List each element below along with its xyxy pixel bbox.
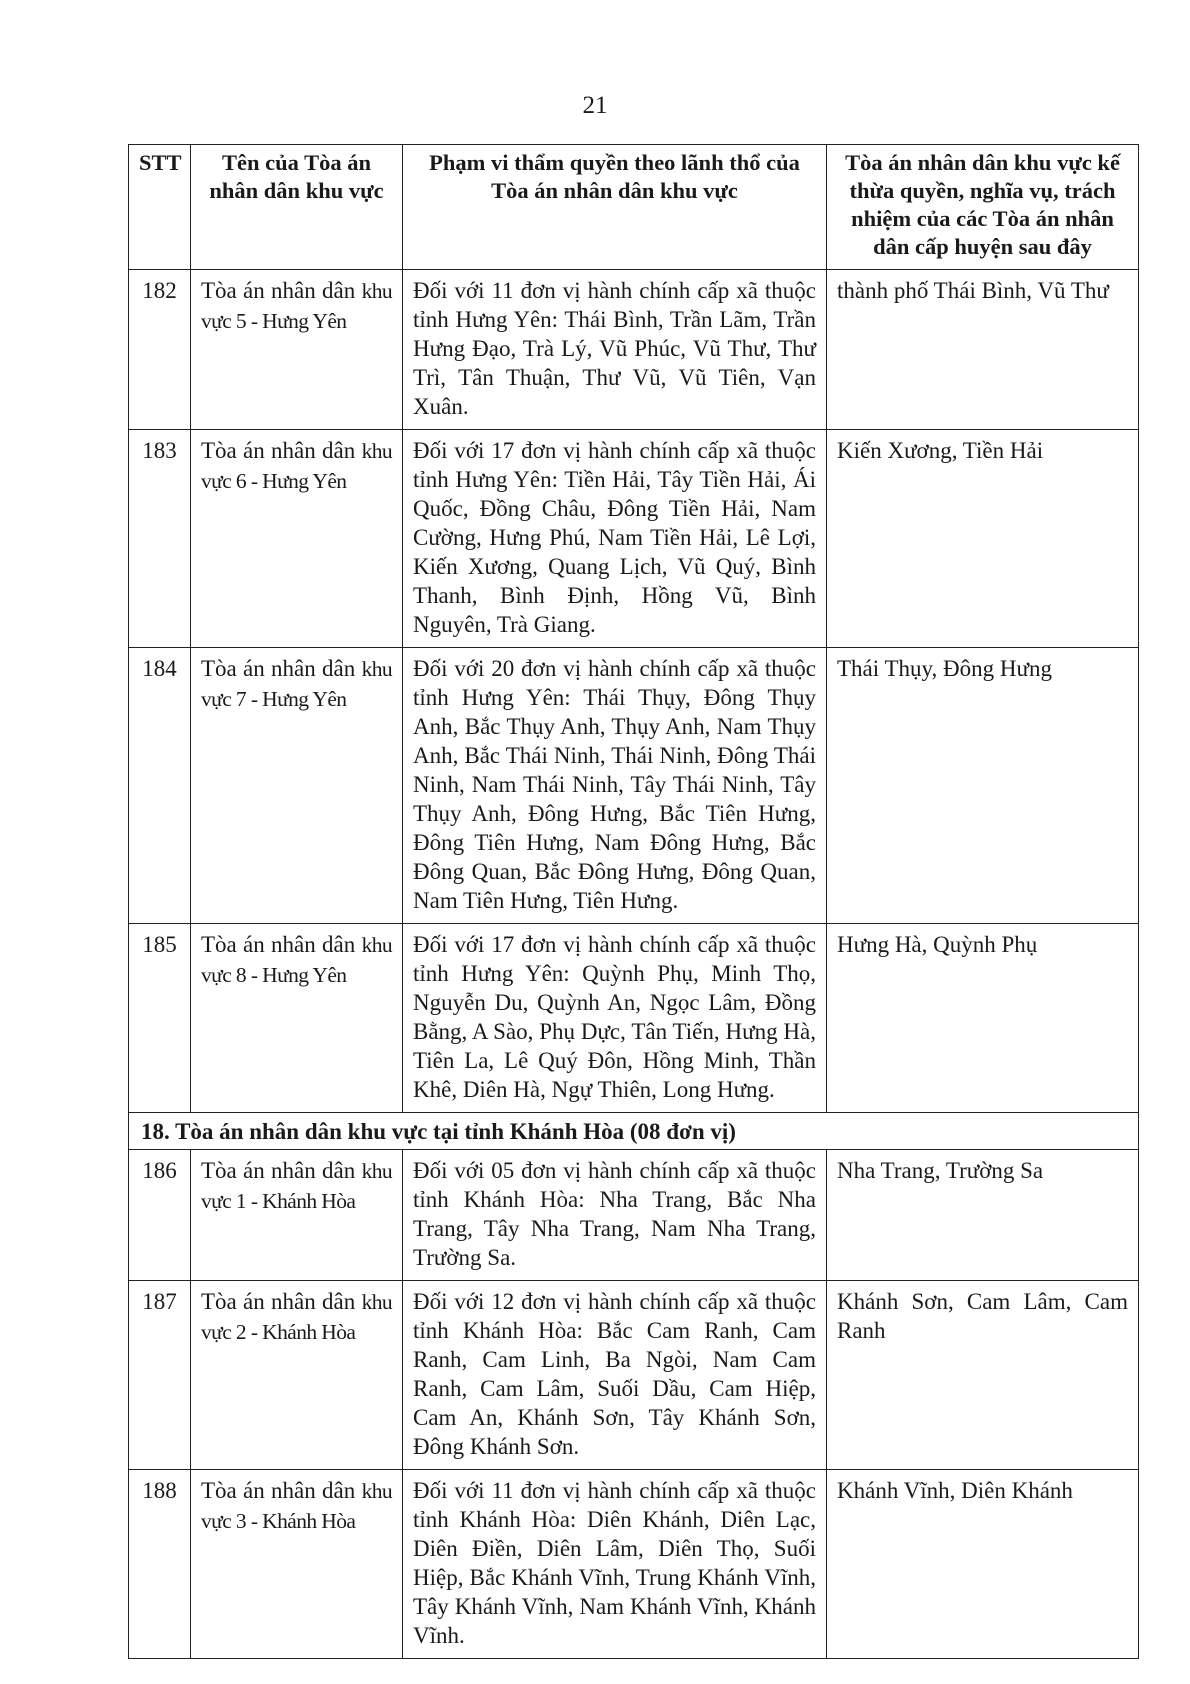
- row-court-name: [191, 1150, 403, 1281]
- court-name-line1: Tòa án nhân dân: [201, 1478, 356, 1503]
- header-inherits: Tòa án nhân dân khu vực kế thừa quyền, nghĩa vụ, trách nhiệm của các Tòa án nhân dân cấp huyện sau đây: [827, 145, 1139, 270]
- court-name-line2: khu vực 3 - Khánh Hòa: [201, 1479, 393, 1533]
- table-row: [129, 1470, 1139, 1659]
- court-name-line1: Tòa án nhân dân: [201, 1289, 356, 1314]
- row-scope: Đối với 17 đơn vị hành chính cấp xã thuộc tỉnh Hưng Yên: Tiền Hải, Tây Tiền Hải, Ái Quốc, Đồng Châu, Đông Tiền Hải, Nam Cường, Hưng Phú, Nam Tiền Hải, Lê Lợi, Kiến Xương, Quang Lịch, Vũ Quý, Bình Thanh, Bình Định, Hồng Vũ, Bình Nguyên, Trà Giang.: [403, 430, 827, 648]
- row-stt: 185: [129, 924, 191, 1113]
- row-inherits: Khánh Sơn, Cam Lâm, Cam Ranh: [827, 1281, 1139, 1470]
- court-name-line2: khu vực 5 - Hưng Yên: [201, 279, 393, 333]
- court-name-line1: Tòa án nhân dân: [201, 1158, 356, 1183]
- header-scope: Phạm vi thẩm quyền theo lãnh thổ của Tòa án nhân dân khu vực: [403, 145, 827, 270]
- court-name-line1: Tòa án nhân dân: [201, 438, 356, 463]
- court-name-line2: khu vực 1 - Khánh Hòa: [201, 1159, 393, 1213]
- court-name-line1: Tòa án nhân dân: [201, 656, 356, 681]
- court-table: [128, 144, 1139, 1659]
- row-inherits: Hưng Hà, Quỳnh Phụ: [827, 924, 1139, 1113]
- row-inherits: Thái Thụy, Đông Hưng: [827, 648, 1139, 924]
- row-stt: 184: [129, 648, 191, 924]
- row-stt: 182: [129, 270, 191, 430]
- row-inherits: Kiến Xương, Tiền Hải: [827, 430, 1139, 648]
- row-inherits: Nha Trang, Trường Sa: [827, 1150, 1139, 1281]
- header-row: [129, 145, 1139, 270]
- court-name-line2: khu vực 2 - Khánh Hòa: [201, 1290, 393, 1344]
- court-name-line1: Tòa án nhân dân: [201, 278, 356, 303]
- table-row: [129, 924, 1139, 1113]
- page-number: 21: [582, 92, 608, 119]
- row-stt: 183: [129, 430, 191, 648]
- header-court-name: Tên của Tòa án nhân dân khu vực: [191, 145, 403, 270]
- table-row: [129, 648, 1139, 924]
- row-stt: 188: [129, 1470, 191, 1659]
- row-scope: Đối với 11 đơn vị hành chính cấp xã thuộc tỉnh Khánh Hòa: Diên Khánh, Diên Lạc, Diên Điền, Diên Lâm, Diên Thọ, Suối Hiệp, Bắc Khánh Vĩnh, Trung Khánh Vĩnh, Tây Khánh Vĩnh, Nam Khánh Vĩnh, Khánh Vĩnh.: [403, 1470, 827, 1659]
- table-row: [129, 270, 1139, 430]
- court-name-line1: Tòa án nhân dân: [201, 932, 356, 957]
- row-court-name: [191, 648, 403, 924]
- row-court-name: [191, 1470, 403, 1659]
- row-scope: Đối với 17 đơn vị hành chính cấp xã thuộc tỉnh Hưng Yên: Quỳnh Phụ, Minh Thọ, Nguyễn Du, Quỳnh An, Ngọc Lâm, Đồng Bằng, A Sào, Phụ Dực, Tân Tiến, Hưng Hà, Tiên La, Lê Quý Đôn, Hồng Minh, Thần Khê, Diên Hà, Ngự Thiên, Long Hưng.: [403, 924, 827, 1113]
- section-row: [129, 1113, 1139, 1150]
- row-stt: 187: [129, 1281, 191, 1470]
- table-row: [129, 430, 1139, 648]
- court-name-line2: khu vực 8 - Hưng Yên: [201, 933, 393, 987]
- row-court-name: [191, 270, 403, 430]
- row-scope: Đối với 20 đơn vị hành chính cấp xã thuộc tỉnh Hưng Yên: Thái Thụy, Đông Thụy Anh, Bắc Thụy Anh, Thụy Anh, Nam Thụy Anh, Bắc Thái Ninh, Thái Ninh, Đông Thái Ninh, Nam Thái Ninh, Tây Thái Ninh, Tây Thụy Anh, Đông Hưng, Bắc Tiên Hưng, Đông Tiên Hưng, Nam Đông Hưng, Bắc Đông Quan, Bắc Đông Hưng, Đông Quan, Nam Tiên Hưng, Tiên Hưng.: [403, 648, 827, 924]
- row-inherits: thành phố Thái Bình, Vũ Thư: [827, 270, 1139, 430]
- section-title: 18. Tòa án nhân dân khu vực tại tỉnh Khánh Hòa (08 đơn vị): [129, 1113, 1139, 1150]
- row-court-name: [191, 430, 403, 648]
- row-scope: Đối với 12 đơn vị hành chính cấp xã thuộc tỉnh Khánh Hòa: Bắc Cam Ranh, Cam Ranh, Cam Linh, Ba Ngòi, Nam Cam Ranh, Cam Lâm, Suối Dầu, Cam Hiệp, Cam An, Khánh Sơn, Tây Khánh Sơn, Đông Khánh Sơn.: [403, 1281, 827, 1470]
- row-scope: Đối với 05 đơn vị hành chính cấp xã thuộc tỉnh Khánh Hòa: Nha Trang, Bắc Nha Trang, Tây Nha Trang, Nam Nha Trang, Trường Sa.: [403, 1150, 827, 1281]
- row-court-name: [191, 1281, 403, 1470]
- row-scope: Đối với 11 đơn vị hành chính cấp xã thuộc tỉnh Hưng Yên: Thái Bình, Trần Lãm, Trần Hưng Đạo, Trà Lý, Vũ Phúc, Vũ Thư, Thư Trì, Tân Thuận, Thư Vũ, Vũ Tiên, Vạn Xuân.: [403, 270, 827, 430]
- row-inherits: Khánh Vĩnh, Diên Khánh: [827, 1470, 1139, 1659]
- table-row: [129, 1150, 1139, 1281]
- header-stt: STT: [129, 145, 191, 270]
- row-stt: 186: [129, 1150, 191, 1281]
- court-name-line2: khu vực 6 - Hưng Yên: [201, 439, 393, 493]
- row-court-name: [191, 924, 403, 1113]
- table-row: [129, 1281, 1139, 1470]
- court-name-line2: khu vực 7 - Hưng Yên: [201, 657, 393, 711]
